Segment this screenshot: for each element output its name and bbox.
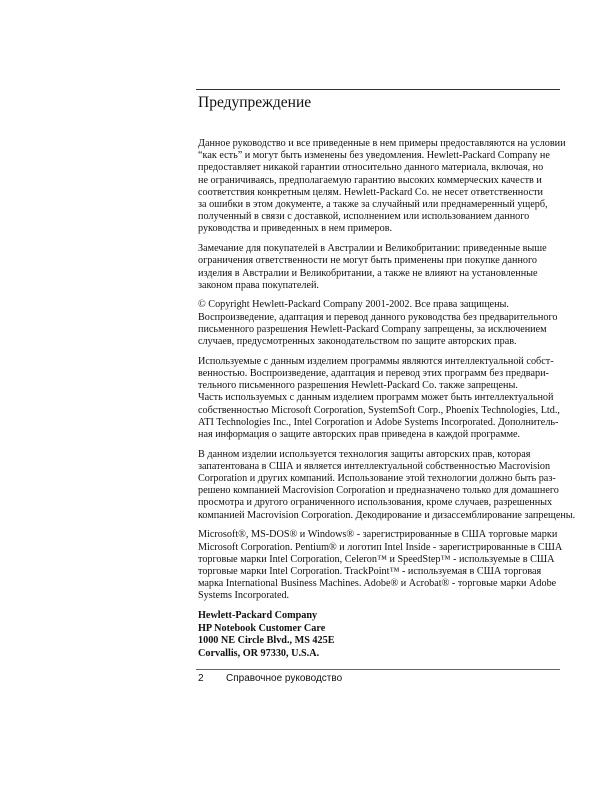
text-line: ная информация о защите авторских прав приведена в каждой программе. (198, 428, 521, 440)
text-line: Microsoft Corporation. Pentium® и логотип Intel Inside - зарегистрированные в США (198, 541, 563, 553)
address-line: Hewlett-Packard Company (198, 610, 318, 622)
text-line: запатентована в США и является интеллектуальной собственностью Macrovision (198, 460, 551, 472)
text-line: Часть используемых с данным изделием программ может быть интеллектуальной (198, 392, 554, 404)
company-address (198, 610, 560, 660)
text-line: Microsoft®, MS-DOS® и Windows® - зарегистрированные в США торговые марки (198, 529, 558, 541)
footer-rule (196, 669, 560, 670)
text-line: письменного разрешения Hewlett-Packard Company запрещены, за исключением (198, 323, 547, 335)
trademarks-paragraph (198, 529, 563, 602)
text-line: полученный в связи с доставкой, исполнением или использованием данного (198, 211, 530, 223)
text-line: марка International Business Machines. Adobe® и Acrobat® - торговые марки Adobe (198, 578, 557, 590)
copyright-paragraph (198, 299, 560, 348)
page-footer (198, 673, 342, 684)
text-line: Systems Incorporated. (198, 590, 290, 602)
text-line: изделия в Австралии и Великобритании, а также не влияют на установленные (198, 267, 538, 279)
region-note-paragraph (198, 243, 560, 292)
text-line: за ошибки в этом документе, а также за случайный или преднамеренный ущерб, (198, 199, 548, 211)
address-line: Corvallis, OR 97330, U.S.A. (198, 647, 320, 659)
text-line: случаев, предусмотренных законодательством по защите авторских прав. (198, 336, 517, 348)
text-line: Corporation и других компаний. Использование этой технологии должно быть раз- (198, 473, 556, 485)
text-line: тельного письменного разрешения Hewlett-Packard Co. также запрещены. (198, 380, 518, 392)
text-line: © Copyright Hewlett-Packard Company 2001-2002. Все права защищены. (198, 299, 509, 311)
text-line: решено компанией Macrovision Corporation и предназначено только для домашнего (198, 485, 559, 497)
text-line: торговые марки Intel Corporation. TrackPoint™ - используемая в США торговая (198, 566, 542, 577)
text-line: предоставляет никакой гарантии относительно данного материала, включая, но (198, 162, 544, 174)
text-line: собственностью Microsoft Corporation, SystemSoft Corp., Phoenix Technologies, Ltd., (198, 404, 560, 416)
footer-label: Справочное руководство (226, 673, 343, 684)
text-line: В данном изделии используется технология защиты авторских прав, которая (198, 448, 531, 460)
text-line: Используемые с данным изделием программы являются интеллектуальной собст- (198, 355, 554, 367)
document-body (198, 138, 576, 660)
disclaimer-paragraph (198, 138, 566, 236)
text-line: руководства и приведенных в нем примеров. (198, 223, 393, 235)
text-line: ограничения ответственности не могут быть применены при покупке данного (198, 255, 538, 267)
page-number: 2 (198, 673, 204, 684)
address-line: 1000 NE Circle Blvd., MS 425E (198, 635, 335, 647)
software-ip-paragraph (198, 356, 560, 441)
text-line: не ограничиваясь, предполагаемую гарантию высоких коммерческих качеств и (198, 174, 542, 186)
text-line: компанией Macrovision Corporation. Декодирование и дизассемблирование запрещены. (198, 509, 576, 521)
top-rule (196, 89, 560, 90)
text-line: венностью. Воспроизведение, адаптация и перевод этих программ без предвари- (198, 367, 549, 379)
text-line: ATI Technologies Inc., Intel Corporation и Adobe Systems Incorporated. Дополнитель- (198, 416, 559, 428)
text-line: “как есть” и могут быть изменены без уведомления. Hewlett-Packard Company не (198, 150, 550, 162)
text-line: просмотра и другого ограниченного использования, кроме случаев, разрешенных (198, 497, 553, 509)
text-line: Воспроизведение, адаптация и перевод данного руководства без предварительного (198, 311, 558, 323)
page-title: Предупреждение (198, 94, 312, 111)
text-line: Данное руководство и все приведенные в нем примеры предоставляются на условии (198, 138, 566, 149)
text-line: законом права покупателей. (198, 279, 319, 291)
macrovision-paragraph (198, 448, 576, 522)
text-line: торговые марки Intel Corporation, Celeron™ и SpeedStep™ - используемые в США (198, 553, 555, 565)
text-line: Замечание для покупателей в Австралии и Великобритании: приведенные выше (198, 243, 547, 255)
text-line: соответствия конкретным целям. Hewlett-Packard Co. не несет ответственности (198, 186, 543, 198)
address-line: HP Notebook Customer Care (198, 622, 326, 634)
